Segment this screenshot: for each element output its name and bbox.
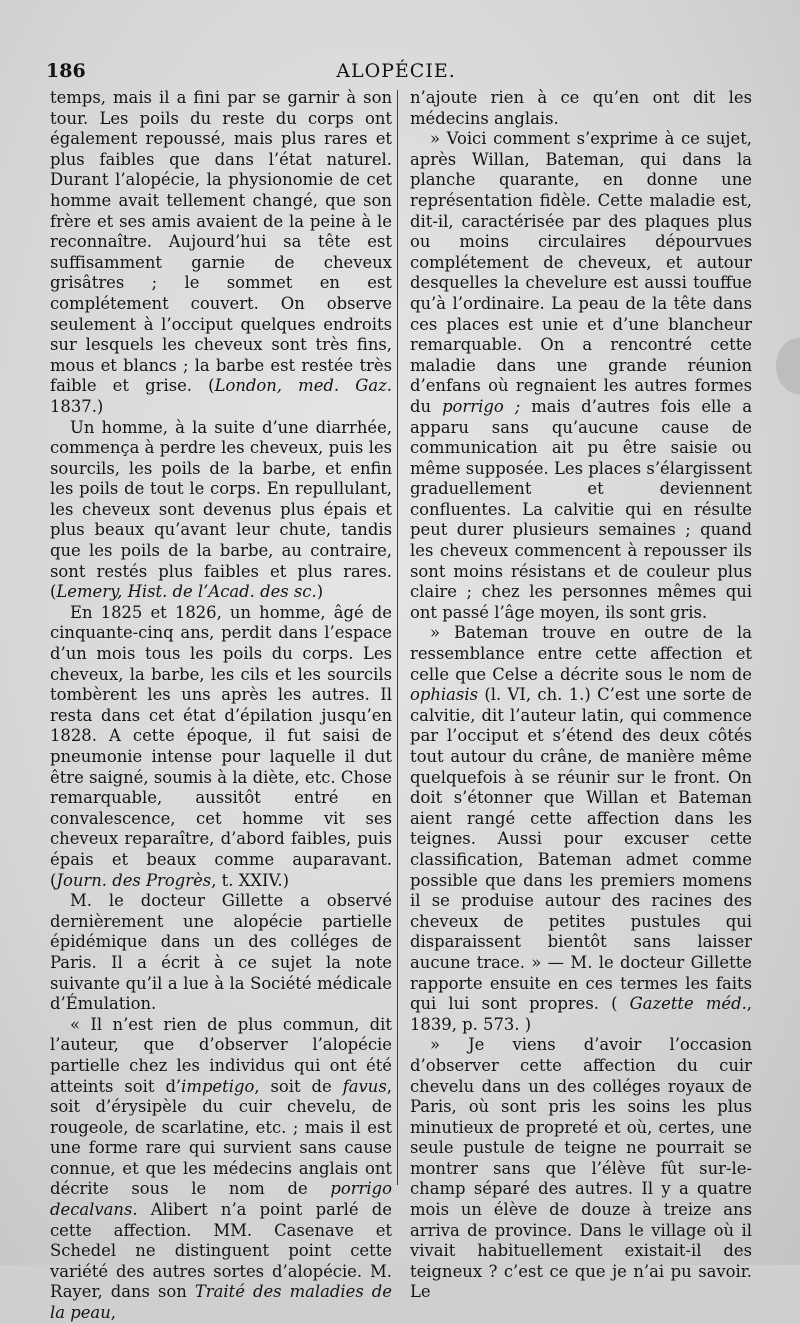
text-run: » Bateman trouve en outre de la ressemblance entre cette affection et celle que Celse a décrite sous le nom de <box>410 623 752 684</box>
text-run: temps, mais il a fini par se garnir à son tour. Les poils du reste du corps ont également repoussé, mais plus rares et plus faibles que dans l’état naturel. Durant l’alopécie, la physionomie de cet homme avait tellement changé, que son frère et ses amis avaient de la peine à le reconnaître. Aujourd’hui sa tête est suffisamment garnie de cheveux grisâtres ; le sommet en est complétement couvert. On observe seulement à l’occiput quelques endroits sur lesquels les cheveux sont très fins, mous et blancs ; la barbe est restée très faible et grise. ( <box>50 88 392 396</box>
italic-text: Gazette méd. <box>629 994 747 1014</box>
text-run: , <box>110 1303 116 1323</box>
italic-text: Journ. des Progrès <box>56 870 212 890</box>
text-run: En 1825 et 1826, un homme, âgé de cinquante-cinq ans, perdit dans l’espace d’un mois tous les poils du corps. Les cheveux, la barbe, les cils et les sourcils tombèrent les uns après les autres. Il resta dans cet état d’épilation jusqu’en 1828. A cette époque, il fut saisi de pneumonie intense pour laquelle il dut être saigné, soumis à la diète, etc. Chose remarquable, aussitôt entré en convalescence, cet homme vit ses cheveux reparaître, d’abord faibles, puis épais et beaux comme auparavant. ( <box>50 602 392 890</box>
text-run: « Il n’est rien de plus commun, dit l’auteur, que d’observer l’alopécie partielle chez les individus qui ont été atteints soit d’ <box>50 1014 392 1096</box>
text-run: mais d’autres fois elle a apparu sans qu’aucune cause de communication ait pu être saisie ou même supposée. Les places s’élargissent graduellement et deviennent confluentes. La calvitie qui en résulte peut durer plusieurs semaines ; quand les cheveux commencent à repousser ils sont moins résistans et de couleur plus claire ; chez les personnes mêmes qui ont passé l’âge moyen, ils sont gris. <box>410 396 752 622</box>
text-run: » Voici comment s’exprime à ce sujet, après Willan, Bateman, qui dans la planche quarante, en donne une représentation fidèle. Cette maladie est, dit-il, caractérisée par des plaques plus ou moins circulaires dépourvues complétement de cheveux, et autour desquelles la chevelure est aussi touffue qu’à l’ordinaire. La peau de la tête dans ces places est unie et d’une blancheur remarquable. On a rencontré cette maladie dans une grande réunion d’enfans où regnaient les autres formes du <box>410 129 752 416</box>
paragraph <box>50 1015 392 1324</box>
italic-text: London, med. Gaz. <box>214 376 392 396</box>
text-run: . Alibert n’a point parlé de cette affection. MM. Casenave et Schedel ne distinguent point cette variété des autres sortes d’alopécie. M. Rayer, dans son <box>50 1200 392 1302</box>
italic-text: Traité des maladies de la peau <box>50 1282 392 1323</box>
right-column <box>410 88 752 1303</box>
paragraph <box>410 1035 752 1303</box>
running-title: ALOPÉCIE. <box>336 60 456 82</box>
text-run: » Je viens d’avoir l’occasion d’observer cette affection du cuir chevelu dans un des colléges royaux de Paris, où sont pris les soins les plus minutieux de propreté et où, certes, une seule pustule de teigne ne pourrait se montrer sans que l’élève fût sur-le-champ séparé des autres. Il y a quatre mois un élève de douze à treize ans arriva de province. Dans le village où il vivait habituellement existait-il des teigneux ? c’est ce que je n’ai pu savoir. Le <box>410 1035 752 1302</box>
italic-text: impetigo <box>181 1076 255 1096</box>
italic-text: favus <box>342 1076 387 1096</box>
text-run: , 1839, p. 573. ) <box>410 994 753 1034</box>
column-divider <box>397 90 398 1185</box>
page-number: 186 <box>46 60 86 82</box>
text-run: n’ajoute rien à ce qu’en ont dit les médecins anglais. <box>410 88 752 128</box>
italic-text: porrigo decalvans <box>50 1179 392 1220</box>
text-run: M. le docteur Gillette a observé dernièrement une alopécie partielle épidémique dans un des colléges de Paris. Il a écrit à ce sujet la note suivante qu’il a lue à la Société médicale d’Émulation. <box>50 891 392 1014</box>
text-run: , t. XXIV.) <box>211 870 290 890</box>
italic-text: Lemery, Hist. de l’Acad. des sc. <box>56 582 317 602</box>
text-run: , soit de <box>254 1076 343 1096</box>
text-run: , soit d’érysipèle du cuir chevelu, de rougeole, de scarlatine, etc. ; mais il est une forme rare qui survient sans cause connue, et que les médecins anglais ont décrite sous le nom de <box>50 1076 392 1199</box>
text-run: ) <box>316 582 324 602</box>
page-header <box>46 60 746 88</box>
paragraph <box>410 88 752 129</box>
italic-text: porrigo ; <box>442 396 521 416</box>
text-run: (l. VI, ch. 1.) C’est une sorte de calvitie, dit l’auteur latin, qui commence par l’occiput et s’étend des deux côtés tout autour du crâne, de manière même quelquefois à se réunir sur le front. On doit s’étonner que Willan et Bateman aient rangé cette affection dans les teignes. Aussi pour excuser cette classification, Bateman admet comme possible que dans les premiers momens il se produise autour des racines des cheveux de petites pustules qui disparaissent bientôt sans laisser aucune trace. » — M. le docteur Gillette rapporte ensuite en ces termes les faits qui lui sont propres. ( <box>410 685 752 1014</box>
left-column <box>50 88 392 1324</box>
paragraph <box>50 891 392 1015</box>
binding-hole <box>776 338 800 394</box>
paragraph <box>50 88 392 418</box>
italic-text: ophiasis <box>410 685 478 705</box>
paragraph <box>50 603 392 891</box>
text-run: Un homme, à la suite d’une diarrhée, commença à perdre les cheveux, puis les sourcils, les poils de la barbe, et enfin les poils de tout le corps. En repullulant, les cheveux sont devenus plus épais et plus beaux qu’avant leur chute, tandis que les poils de la barbe, au contraire, sont restés plus faibles et plus rares. ( <box>50 417 392 602</box>
paragraph <box>410 623 752 1035</box>
paragraph <box>50 418 392 603</box>
text-run: 1837.) <box>50 396 104 416</box>
paragraph <box>410 129 752 623</box>
